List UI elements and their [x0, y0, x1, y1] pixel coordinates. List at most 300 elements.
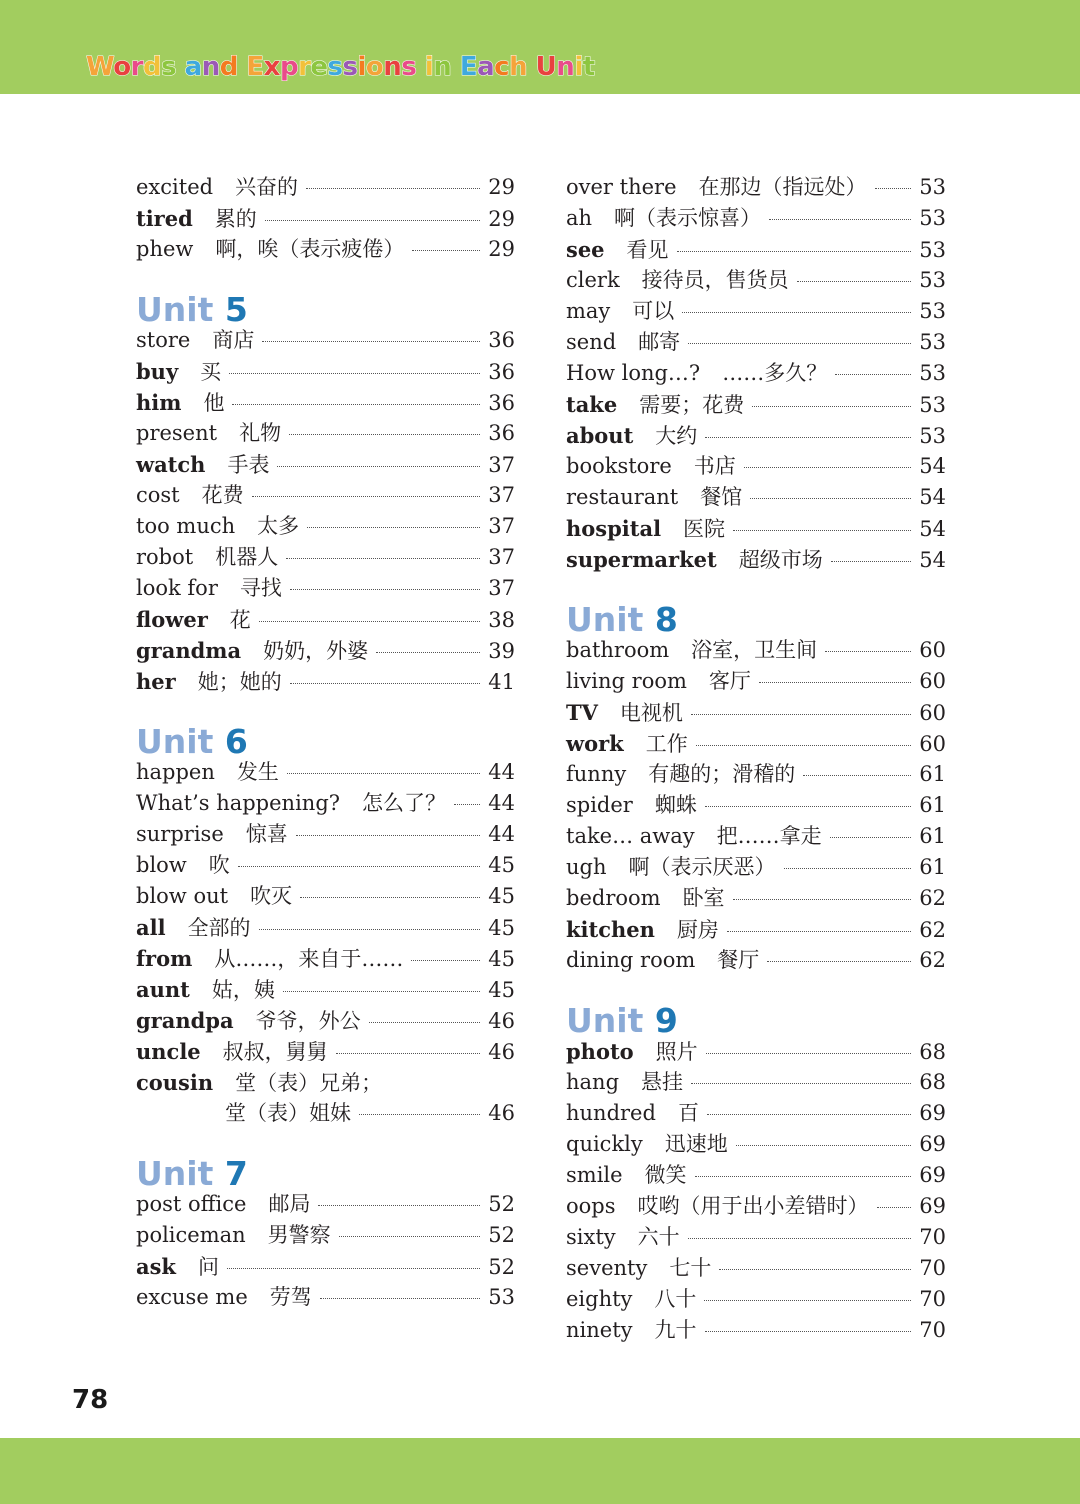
- left-column: [136, 172, 515, 1339]
- entry-word: send: [566, 330, 617, 354]
- header-title-letter: n: [383, 52, 402, 82]
- dot-leader: [767, 961, 911, 962]
- dot-leader: [752, 406, 911, 407]
- entry-page: 52: [488, 1192, 515, 1216]
- header-title-letter: s: [342, 52, 358, 82]
- entry-meaning: 七十: [669, 1256, 712, 1280]
- entry-word: hang: [566, 1070, 620, 1094]
- unit-heading-word: Unit: [136, 1154, 214, 1193]
- entry-page: 61: [919, 762, 946, 786]
- entry-page: 46: [488, 1101, 515, 1125]
- vocab-entry: [566, 666, 946, 697]
- entry-page: 60: [919, 638, 946, 662]
- vocab-entry: [136, 203, 515, 234]
- entry-meaning: 问: [197, 1255, 219, 1279]
- entry-meaning: 累的: [214, 207, 257, 231]
- entry-word: quickly: [566, 1132, 643, 1156]
- dot-leader: [769, 219, 911, 220]
- header-title-letter: n: [556, 52, 575, 82]
- entry-meaning: 惊喜: [245, 822, 288, 846]
- entry-meaning: 书店: [693, 454, 736, 478]
- header-title-letter: o: [365, 52, 384, 82]
- entry-meaning: 有趣的；滑稽的: [648, 762, 796, 786]
- dot-leader: [830, 837, 912, 838]
- entry-meaning: 啊（表示惊喜）: [614, 206, 762, 230]
- dot-leader: [707, 1114, 911, 1115]
- entry-word: bedroom: [566, 886, 661, 910]
- entry-word: sixty: [566, 1225, 616, 1249]
- dot-leader: [719, 1269, 911, 1270]
- vocab-entry: [566, 265, 946, 296]
- entry-page: 54: [919, 517, 946, 541]
- vocab-section: [566, 1002, 946, 1346]
- header-title-letter: s: [327, 52, 343, 82]
- vocab-entry: [136, 819, 515, 850]
- unit-heading-number: 9: [654, 1001, 678, 1040]
- entry-page: 46: [488, 1040, 515, 1064]
- vocab-section: [136, 1155, 515, 1313]
- dot-leader: [704, 1300, 911, 1301]
- right-column: [566, 172, 946, 1372]
- header-title-letter: o: [113, 52, 131, 82]
- entry-page: 53: [919, 299, 946, 323]
- dot-leader: [336, 1053, 481, 1054]
- entry-word: post office: [136, 1192, 247, 1216]
- vocab-entry: [566, 544, 946, 575]
- entry-page: 60: [919, 701, 946, 725]
- vocab-entry: [136, 943, 515, 974]
- entry-page: 45: [488, 853, 515, 877]
- vocab-entry: [566, 327, 946, 358]
- entry-page: 45: [488, 884, 515, 908]
- unit-heading-word: Unit: [136, 290, 214, 329]
- vocab-entry: [136, 635, 515, 666]
- vocab-entry: [566, 728, 946, 759]
- vocab-entry: [566, 1191, 946, 1222]
- dot-leader: [238, 866, 480, 867]
- vocab-entry: [566, 852, 946, 883]
- header-title-letter: i: [357, 52, 366, 82]
- entry-word: policeman: [136, 1223, 246, 1247]
- vocab-entry: [566, 1253, 946, 1284]
- dot-leader: [306, 188, 480, 189]
- entry-meaning: 兴奋的: [235, 175, 299, 199]
- entry-page: 45: [488, 916, 515, 940]
- entry-page: 29: [488, 175, 515, 199]
- entry-word: ninety: [566, 1318, 633, 1342]
- dot-leader: [289, 434, 480, 435]
- dot-leader: [307, 527, 480, 528]
- unit-heading-word: Unit: [136, 722, 214, 761]
- entry-word: hospital: [566, 516, 662, 541]
- entry-meaning: 机器人: [215, 545, 279, 569]
- vocab-section: [566, 601, 946, 976]
- header-title-letter: s: [401, 52, 417, 82]
- dot-leader: [706, 1053, 912, 1054]
- vocab-entry: [566, 296, 946, 327]
- entry-meaning: 劳驾: [269, 1285, 312, 1309]
- entry-meaning: 悬挂: [641, 1070, 684, 1094]
- entry-word: kitchen: [566, 917, 655, 942]
- dot-leader: [688, 1238, 912, 1239]
- header-title: [86, 52, 595, 82]
- vocab-entry: [566, 1284, 946, 1315]
- vocab-entry: [136, 356, 515, 387]
- entry-word: buy: [136, 359, 179, 384]
- entry-word: take: [566, 392, 618, 417]
- header-title-letter: [451, 52, 460, 82]
- unit-heading: [566, 601, 946, 639]
- dot-leader: [252, 496, 481, 497]
- entry-word: ugh: [566, 855, 607, 879]
- entry-meaning: 商店: [212, 328, 255, 352]
- dot-leader: [691, 714, 911, 715]
- dot-leader: [750, 498, 911, 499]
- vocab-entry: [566, 1036, 946, 1067]
- header-title-letter: E: [246, 52, 264, 82]
- entry-meaning: 看见: [626, 238, 669, 262]
- entry-meaning: 蜘蛛: [654, 793, 697, 817]
- entry-word: ah: [566, 206, 593, 230]
- entry-word: spider: [566, 793, 633, 817]
- unit-heading-number: 7: [224, 1154, 248, 1193]
- dot-leader: [290, 589, 480, 590]
- entry-meaning: 她；她的: [197, 670, 282, 694]
- entry-meaning: 吹灭: [250, 884, 293, 908]
- dot-leader: [259, 929, 481, 930]
- entry-meaning: 姑，姨: [211, 978, 275, 1002]
- entry-page: 29: [488, 237, 515, 261]
- vocab-entry: [566, 1160, 946, 1191]
- entry-word: dining room: [566, 948, 696, 972]
- entry-meaning: 邮寄: [638, 330, 681, 354]
- entry-page: 36: [488, 360, 515, 384]
- vocab-entry: [136, 788, 515, 819]
- entry-page: 70: [919, 1225, 946, 1249]
- entry-page: 45: [488, 978, 515, 1002]
- entry-page: 54: [919, 454, 946, 478]
- entry-page: 70: [919, 1318, 946, 1342]
- entry-page: 36: [488, 421, 515, 445]
- dot-leader: [705, 1331, 912, 1332]
- entry-meaning: 百: [677, 1101, 699, 1125]
- entry-meaning: 餐厅: [717, 948, 760, 972]
- unit-heading: [136, 1155, 515, 1193]
- entry-page: 39: [488, 639, 515, 663]
- dot-leader: [696, 745, 912, 746]
- vocab-entry: [136, 1251, 515, 1282]
- vocab-entry: [566, 1129, 946, 1160]
- entry-word: supermarket: [566, 547, 717, 572]
- unit-heading: [136, 723, 515, 761]
- entry-word: smile: [566, 1163, 623, 1187]
- entry-word: What’s happening?: [136, 791, 341, 815]
- header-title-letter: n: [201, 52, 220, 82]
- entry-word: clerk: [566, 268, 620, 292]
- vocab-entry: [566, 883, 946, 914]
- dot-leader: [296, 835, 481, 836]
- entry-word: from: [136, 946, 193, 971]
- vocab-entry: [136, 418, 515, 449]
- entry-meaning: 照片: [655, 1040, 698, 1064]
- unit-heading: [566, 1002, 946, 1040]
- entry-word: funny: [566, 762, 627, 786]
- unit-heading-number: 6: [224, 722, 248, 761]
- entry-meaning: 电视机: [619, 701, 683, 725]
- entry-page: 37: [488, 576, 515, 600]
- dot-leader: [744, 467, 911, 468]
- vocab-entry: [566, 945, 946, 976]
- dot-leader: [705, 437, 911, 438]
- header-title-letter: r: [298, 52, 311, 82]
- page-number: 78: [72, 1385, 109, 1415]
- entry-word: grandpa: [136, 1008, 234, 1033]
- dot-leader: [784, 868, 912, 869]
- vocab-entry: [566, 482, 946, 513]
- entry-word: surprise: [136, 822, 224, 846]
- entry-page: 54: [919, 485, 946, 509]
- entry-page: 29: [488, 207, 515, 231]
- header-title-letter: p: [279, 52, 299, 82]
- entry-word: all: [136, 915, 166, 940]
- dot-leader: [875, 188, 912, 189]
- entry-word: him: [136, 390, 182, 415]
- entry-meaning: 浴室，卫生间: [691, 638, 818, 662]
- entry-word: work: [566, 731, 624, 756]
- entry-page: 37: [488, 483, 515, 507]
- entry-meaning: 奶奶，外婆: [263, 639, 369, 663]
- header-title-letter: c: [494, 52, 510, 82]
- entry-page: 53: [919, 238, 946, 262]
- dot-leader: [835, 374, 911, 375]
- entry-meaning: 需要；花费: [639, 393, 745, 417]
- entry-meaning: 太多: [257, 514, 300, 538]
- entry-meaning: 全部的: [187, 916, 251, 940]
- entry-meaning: 发生: [236, 760, 279, 784]
- entry-word: blow out: [136, 884, 229, 908]
- entry-meaning: 餐馆: [700, 485, 743, 509]
- entry-word: about: [566, 423, 634, 448]
- entry-page: 38: [488, 608, 515, 632]
- entry-word: her: [136, 669, 176, 694]
- bottom-band: [0, 1438, 1080, 1504]
- entry-word: cousin: [136, 1070, 214, 1095]
- header-title-letter: E: [459, 52, 478, 82]
- dot-leader: [411, 960, 480, 961]
- vocab-entry: [136, 1282, 515, 1313]
- vocab-section: [136, 172, 515, 265]
- vocab-entry: [136, 542, 515, 573]
- vocab-section: [136, 291, 515, 697]
- entry-meaning: 叔叔，舅舅: [222, 1040, 328, 1064]
- dot-leader: [265, 220, 480, 221]
- header-title-letter: n: [433, 52, 452, 82]
- header-title-letter: x: [263, 52, 280, 82]
- entry-meaning: 哎哟（用于出小差错时）: [637, 1194, 869, 1218]
- entry-page: 44: [488, 791, 515, 815]
- vocab-entry: [566, 234, 946, 265]
- entry-word: store: [136, 328, 191, 352]
- entry-meaning: ……多久？: [722, 361, 828, 385]
- header-title-letter: s: [161, 52, 177, 82]
- entry-meaning: 花费: [201, 483, 244, 507]
- entry-meaning: 把……拿走: [716, 824, 822, 848]
- unit-heading-word: Unit: [566, 600, 644, 639]
- entry-page: 69: [919, 1163, 946, 1187]
- entry-page: 62: [919, 886, 946, 910]
- vocab-entry: [136, 1220, 515, 1251]
- vocab-entry: [566, 1067, 946, 1098]
- entry-word: too much: [136, 514, 236, 538]
- entry-meaning: 邮局: [268, 1192, 311, 1216]
- entry-meaning: 寻找: [239, 576, 282, 600]
- dot-leader: [287, 773, 480, 774]
- vocab-entry: [566, 914, 946, 945]
- entry-meaning: 工作: [645, 732, 688, 756]
- entry-page: 70: [919, 1287, 946, 1311]
- entry-word: watch: [136, 452, 206, 477]
- dot-leader: [369, 1022, 481, 1023]
- vocab-entry: [566, 358, 946, 389]
- vocab-entry: [566, 790, 946, 821]
- header-title-letter: d: [219, 52, 238, 82]
- entry-word: cost: [136, 483, 180, 507]
- entry-page: 53: [919, 206, 946, 230]
- entry-page: 61: [919, 855, 946, 879]
- dot-leader: [300, 897, 480, 898]
- vocab-entry: [566, 759, 946, 790]
- entry-word: bathroom: [566, 638, 670, 662]
- header-title-letter: a: [477, 52, 495, 82]
- entry-page: 45: [488, 947, 515, 971]
- dot-leader: [227, 1268, 480, 1269]
- entry-page: 68: [919, 1040, 946, 1064]
- vocab-entry: [566, 172, 946, 203]
- unit-heading-word: Unit: [566, 1001, 644, 1040]
- entry-word: see: [566, 237, 605, 262]
- entry-page: 61: [919, 793, 946, 817]
- entry-page: 44: [488, 822, 515, 846]
- dot-leader: [759, 682, 911, 683]
- vocab-entry: [136, 757, 515, 788]
- entry-word: tired: [136, 206, 193, 231]
- header-title-letter: [416, 52, 425, 82]
- dot-leader: [705, 806, 911, 807]
- dot-leader: [290, 683, 481, 684]
- dot-leader: [688, 343, 911, 344]
- entry-word: robot: [136, 545, 194, 569]
- entry-meaning: 堂（表）兄弟；: [235, 1071, 383, 1095]
- entry-page: 53: [919, 361, 946, 385]
- entry-meaning: 怎么了？: [362, 791, 447, 815]
- entry-page: 53: [919, 393, 946, 417]
- header-title-letter: a: [184, 52, 202, 82]
- vocab-entry: [136, 480, 515, 511]
- dot-leader: [259, 621, 480, 622]
- vocab-entry: [136, 666, 515, 697]
- entry-meaning: 大约: [655, 424, 698, 448]
- vocab-entry: [136, 1098, 515, 1129]
- dot-leader: [376, 652, 480, 653]
- entry-meaning: 礼物: [239, 421, 282, 445]
- entry-word: eighty: [566, 1287, 633, 1311]
- entry-meaning: 微笑: [644, 1163, 687, 1187]
- entry-word: excuse me: [136, 1285, 248, 1309]
- dot-leader: [262, 341, 480, 342]
- dot-leader: [277, 466, 480, 467]
- entry-meaning: 六十: [637, 1225, 680, 1249]
- vocab-entry: [136, 1067, 515, 1098]
- entry-meaning: 从……，来自于……: [214, 947, 404, 971]
- entry-page: 37: [488, 453, 515, 477]
- entry-meaning: 花: [229, 608, 251, 632]
- header-title-letter: r: [130, 52, 143, 82]
- entry-word: restaurant: [566, 485, 679, 509]
- entry-word: oops: [566, 1194, 616, 1218]
- entry-meaning: 九十: [654, 1318, 697, 1342]
- entry-meaning: 爷爷，外公: [255, 1009, 361, 1033]
- entry-word: present: [136, 421, 218, 445]
- dot-leader: [359, 1114, 480, 1115]
- entry-page: 37: [488, 514, 515, 538]
- entry-page: 46: [488, 1009, 515, 1033]
- entry-meaning: 客厅: [708, 669, 751, 693]
- entry-meaning: 男警察: [267, 1223, 331, 1247]
- entry-meaning: 买: [200, 360, 222, 384]
- vocab-entry: [566, 635, 946, 666]
- dot-leader: [691, 1083, 911, 1084]
- unit-heading-number: 5: [224, 290, 248, 329]
- header-title-letter: e: [310, 52, 328, 82]
- entry-word: grandma: [136, 638, 242, 663]
- entry-word: ask: [136, 1254, 176, 1279]
- header-title-letter: i: [574, 52, 583, 82]
- entry-word: flower: [136, 607, 208, 632]
- vocab-entry: [566, 1098, 946, 1129]
- entry-page: 60: [919, 669, 946, 693]
- vocab-entry: [566, 1222, 946, 1253]
- entry-word: take… away: [566, 824, 695, 848]
- header-title-letter: i: [424, 52, 434, 82]
- entry-word: look for: [136, 576, 218, 600]
- vocab-entry: [136, 850, 515, 881]
- entry-page: 52: [488, 1223, 515, 1247]
- dot-leader: [733, 530, 911, 531]
- entry-page: 52: [488, 1255, 515, 1279]
- vocab-entry: [136, 234, 515, 265]
- dot-leader: [736, 1145, 912, 1146]
- dot-leader: [695, 1176, 912, 1177]
- entry-word: aunt: [136, 977, 190, 1002]
- dot-leader: [318, 1205, 480, 1206]
- vocab-entry: [136, 881, 515, 912]
- entry-page: 60: [919, 732, 946, 756]
- entry-word: happen: [136, 760, 215, 784]
- entry-page: 37: [488, 545, 515, 569]
- dot-leader: [733, 899, 912, 900]
- vocab-entry: [566, 821, 946, 852]
- entry-meaning: 超级市场: [738, 548, 823, 572]
- entry-page: 70: [919, 1256, 946, 1280]
- entry-page: 69: [919, 1132, 946, 1156]
- dot-leader: [831, 561, 912, 562]
- entry-page: 62: [919, 918, 946, 942]
- entry-page: 53: [919, 424, 946, 448]
- entry-meaning: 吹: [208, 853, 230, 877]
- entry-meaning: 啊，唉（表示疲倦）: [215, 237, 405, 261]
- unit-heading-number: 8: [654, 600, 678, 639]
- entry-word: How long…?: [566, 361, 701, 385]
